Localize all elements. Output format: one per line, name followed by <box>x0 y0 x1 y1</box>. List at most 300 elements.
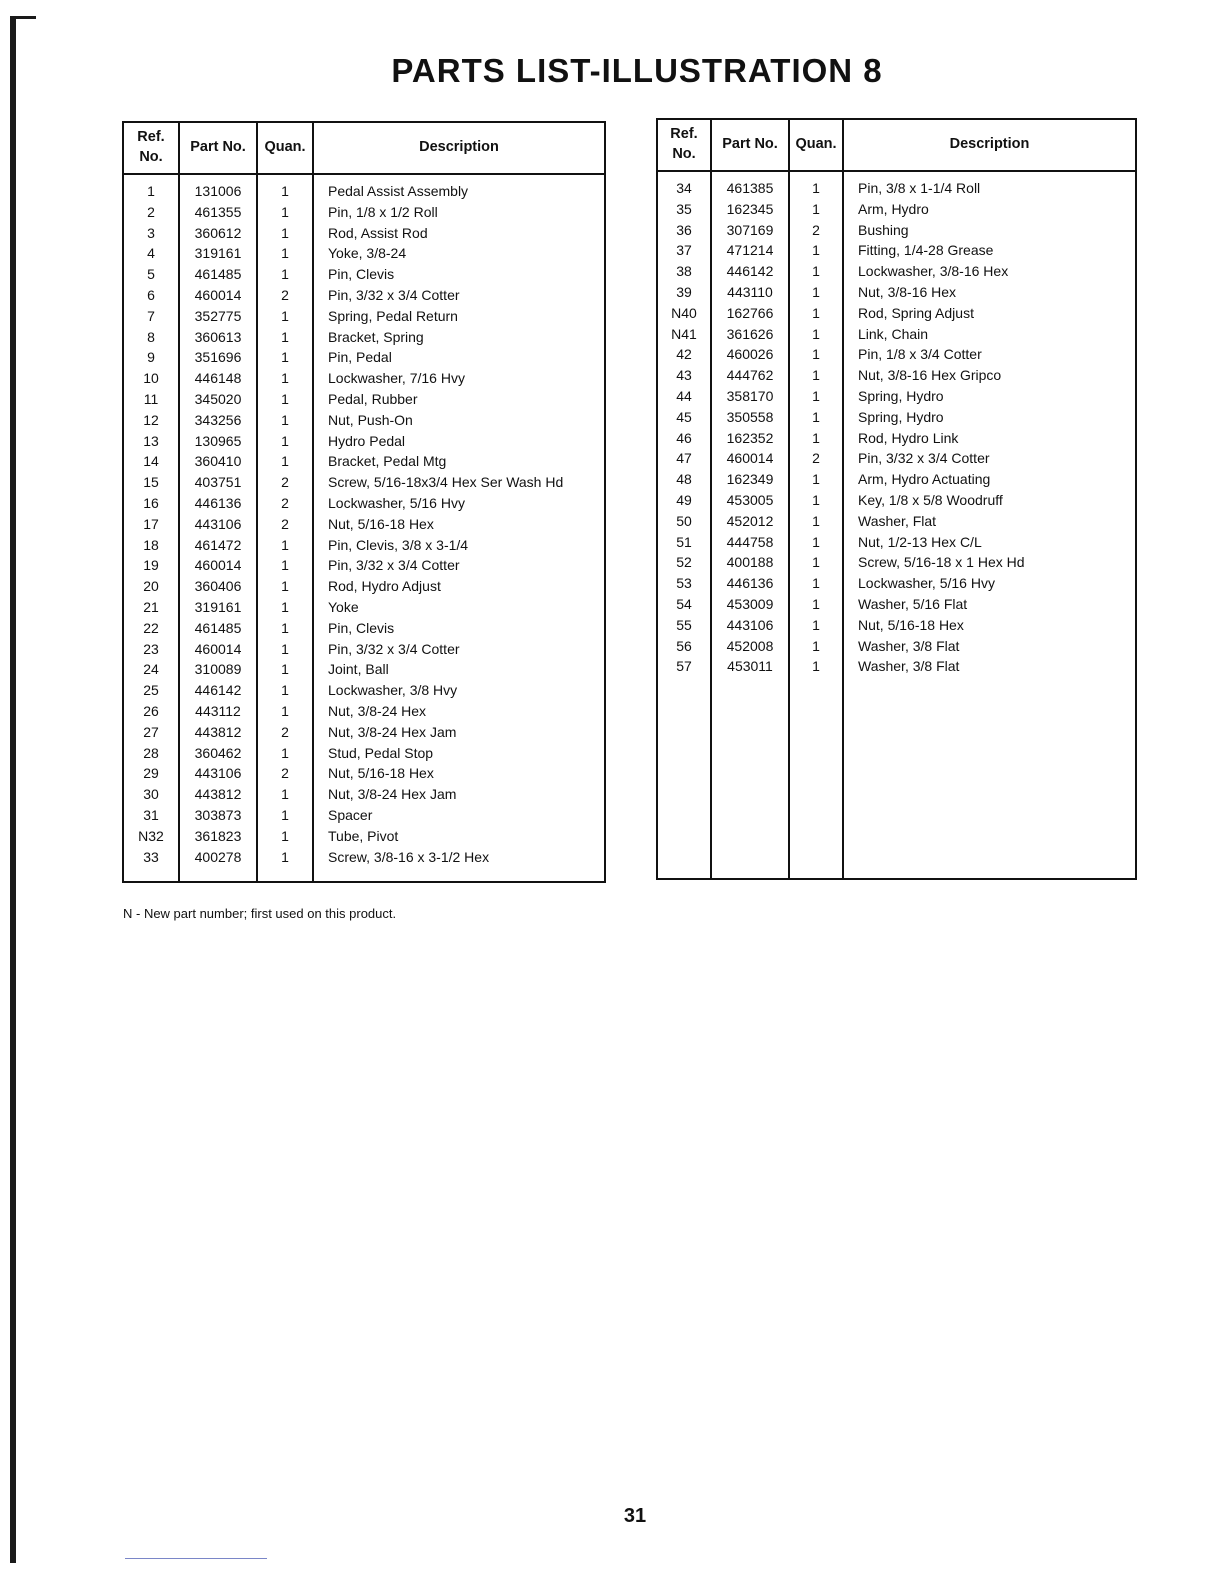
quantity: 2 <box>257 285 313 306</box>
table-row <box>657 220 1136 241</box>
table-row <box>657 615 1136 636</box>
quantity: 1 <box>789 386 843 407</box>
part-number: 303873 <box>179 805 257 826</box>
part-number: 307169 <box>711 220 789 241</box>
table-row <box>123 174 605 202</box>
table-row <box>123 743 605 764</box>
page-number: 31 <box>623 1505 647 1527</box>
part-number: 461385 <box>711 171 789 199</box>
description: Arm, Hydro <box>843 199 1136 220</box>
quantity: 1 <box>789 552 843 573</box>
quantity: 1 <box>789 324 843 345</box>
description: Nut, 5/16-18 Hex <box>313 763 605 784</box>
description: Nut, Push-On <box>313 410 605 431</box>
empty-cell <box>789 677 843 879</box>
ref-number: 35 <box>657 199 711 220</box>
table-row <box>123 223 605 244</box>
part-number: 162349 <box>711 469 789 490</box>
table-filler-row <box>657 677 1136 879</box>
ref-number: 56 <box>657 636 711 657</box>
empty-cell <box>313 867 605 882</box>
quantity: 1 <box>257 347 313 368</box>
description: Rod, Assist Rod <box>313 223 605 244</box>
description: Screw, 5/16-18 x 1 Hex Hd <box>843 552 1136 573</box>
table-row <box>123 805 605 826</box>
part-number: 343256 <box>179 410 257 431</box>
description: Fitting, 1/4-28 Grease <box>843 240 1136 261</box>
part-number: 443112 <box>179 701 257 722</box>
part-number: 162766 <box>711 303 789 324</box>
description: Stud, Pedal Stop <box>313 743 605 764</box>
description: Screw, 3/8-16 x 3-1/2 Hex <box>313 847 605 868</box>
part-number: 345020 <box>179 389 257 410</box>
ref-number: 52 <box>657 552 711 573</box>
description: Spring, Hydro <box>843 407 1136 428</box>
column-header-ref: Ref. No. <box>123 122 179 174</box>
part-number: 352775 <box>179 306 257 327</box>
ref-number: 5 <box>123 264 179 285</box>
part-number: 461355 <box>179 202 257 223</box>
quantity: 2 <box>257 514 313 535</box>
description: Lockwasher, 3/8-16 Hex <box>843 261 1136 282</box>
part-number: 443812 <box>179 784 257 805</box>
ref-number: 9 <box>123 347 179 368</box>
description: Pedal, Rubber <box>313 389 605 410</box>
table-row <box>123 389 605 410</box>
empty-cell <box>843 677 1136 879</box>
description: Tube, Pivot <box>313 826 605 847</box>
quantity: 1 <box>257 659 313 680</box>
ref-number: N32 <box>123 826 179 847</box>
ref-number: 37 <box>657 240 711 261</box>
description: Rod, Hydro Adjust <box>313 576 605 597</box>
quantity: 2 <box>257 472 313 493</box>
quantity: 1 <box>257 805 313 826</box>
part-number: 360462 <box>179 743 257 764</box>
description: Lockwasher, 7/16 Hvy <box>313 368 605 389</box>
table-row <box>657 261 1136 282</box>
description: Key, 1/8 x 5/8 Woodruff <box>843 490 1136 511</box>
table-row <box>657 407 1136 428</box>
description: Washer, Flat <box>843 511 1136 532</box>
quantity: 1 <box>257 597 313 618</box>
quantity: 1 <box>789 573 843 594</box>
part-number: 403751 <box>179 472 257 493</box>
part-number: 162345 <box>711 199 789 220</box>
quantity: 1 <box>789 407 843 428</box>
ref-number: 43 <box>657 365 711 386</box>
part-number: 319161 <box>179 243 257 264</box>
description: Spacer <box>313 805 605 826</box>
ref-number: 15 <box>123 472 179 493</box>
table-row <box>123 264 605 285</box>
ref-number: 50 <box>657 511 711 532</box>
part-number: 360613 <box>179 327 257 348</box>
table-row <box>123 327 605 348</box>
quantity: 2 <box>789 448 843 469</box>
ref-number: 2 <box>123 202 179 223</box>
description: Pin, Pedal <box>313 347 605 368</box>
description: Lockwasher, 5/16 Hvy <box>313 493 605 514</box>
column-header-description: Description <box>313 122 605 174</box>
table-row <box>657 469 1136 490</box>
ref-number: 53 <box>657 573 711 594</box>
description: Joint, Ball <box>313 659 605 680</box>
ref-number: 29 <box>123 763 179 784</box>
quantity: 1 <box>257 451 313 472</box>
part-number: 460026 <box>711 344 789 365</box>
table-row <box>657 636 1136 657</box>
part-number: 453009 <box>711 594 789 615</box>
table-filler-row <box>123 867 605 882</box>
ref-number: 38 <box>657 261 711 282</box>
quantity: 1 <box>789 656 843 677</box>
ref-number: 55 <box>657 615 711 636</box>
table-row <box>657 511 1136 532</box>
description: Pin, 3/8 x 1-1/4 Roll <box>843 171 1136 199</box>
ref-number: 47 <box>657 448 711 469</box>
table-row <box>657 240 1136 261</box>
part-number: 360410 <box>179 451 257 472</box>
quantity: 1 <box>789 636 843 657</box>
part-number: 131006 <box>179 174 257 202</box>
quantity: 1 <box>257 306 313 327</box>
quantity: 2 <box>257 493 313 514</box>
column-header-quan: Quan. <box>789 119 843 171</box>
part-number: 460014 <box>711 448 789 469</box>
description: Yoke <box>313 597 605 618</box>
table-row <box>123 472 605 493</box>
ref-number: 20 <box>123 576 179 597</box>
table-row <box>657 532 1136 553</box>
description: Nut, 5/16-18 Hex <box>313 514 605 535</box>
part-number: 446142 <box>179 680 257 701</box>
quantity: 1 <box>257 202 313 223</box>
part-number: 446136 <box>711 573 789 594</box>
part-number: 360612 <box>179 223 257 244</box>
ref-number: 16 <box>123 493 179 514</box>
table-row <box>123 701 605 722</box>
quantity: 1 <box>789 282 843 303</box>
description: Nut, 5/16-18 Hex <box>843 615 1136 636</box>
part-number: 310089 <box>179 659 257 680</box>
empty-cell <box>711 677 789 879</box>
quantity: 1 <box>257 243 313 264</box>
part-number: 350558 <box>711 407 789 428</box>
description: Pin, Clevis <box>313 264 605 285</box>
ref-number: N40 <box>657 303 711 324</box>
ref-number: 10 <box>123 368 179 389</box>
part-number: 443106 <box>711 615 789 636</box>
part-number: 471214 <box>711 240 789 261</box>
ref-number: 27 <box>123 722 179 743</box>
ref-number: 34 <box>657 171 711 199</box>
quantity: 1 <box>257 701 313 722</box>
parts-table-right <box>656 118 1137 880</box>
ref-number: 44 <box>657 386 711 407</box>
description: Screw, 5/16-18x3/4 Hex Ser Wash Hd <box>313 472 605 493</box>
empty-cell <box>657 677 711 879</box>
description: Bushing <box>843 220 1136 241</box>
quantity: 1 <box>789 490 843 511</box>
bottom-rule <box>125 1558 267 1559</box>
quantity: 1 <box>257 639 313 660</box>
table-row <box>657 552 1136 573</box>
part-number: 358170 <box>711 386 789 407</box>
part-number: 446148 <box>179 368 257 389</box>
quantity: 1 <box>257 618 313 639</box>
ref-number: 21 <box>123 597 179 618</box>
ref-number: 45 <box>657 407 711 428</box>
table-row <box>123 306 605 327</box>
quantity: 1 <box>789 344 843 365</box>
description: Spring, Hydro <box>843 386 1136 407</box>
part-number: 361823 <box>179 826 257 847</box>
page-edge-tick <box>10 16 36 19</box>
part-number: 351696 <box>179 347 257 368</box>
table-row <box>657 386 1136 407</box>
parts-table-left <box>122 121 606 883</box>
table-row <box>123 368 605 389</box>
ref-number: 4 <box>123 243 179 264</box>
empty-cell <box>123 867 179 882</box>
part-number: 360406 <box>179 576 257 597</box>
table-row <box>123 722 605 743</box>
quantity: 1 <box>789 469 843 490</box>
description: Pin, 3/32 x 3/4 Cotter <box>843 448 1136 469</box>
table-row <box>657 490 1136 511</box>
ref-number: 1 <box>123 174 179 202</box>
ref-number: N41 <box>657 324 711 345</box>
table-row <box>123 347 605 368</box>
ref-number: 42 <box>657 344 711 365</box>
description: Hydro Pedal <box>313 431 605 452</box>
description: Yoke, 3/8-24 <box>313 243 605 264</box>
quantity: 1 <box>257 431 313 452</box>
quantity: 1 <box>257 410 313 431</box>
quantity: 1 <box>789 240 843 261</box>
table-header-row <box>123 122 605 174</box>
table-row <box>657 594 1136 615</box>
ref-number: 19 <box>123 555 179 576</box>
table-row <box>123 431 605 452</box>
ref-number: 54 <box>657 594 711 615</box>
part-number: 460014 <box>179 639 257 660</box>
table-row <box>123 410 605 431</box>
quantity: 1 <box>789 199 843 220</box>
table-row <box>657 656 1136 677</box>
part-number: 130965 <box>179 431 257 452</box>
ref-number: 36 <box>657 220 711 241</box>
quantity: 1 <box>789 615 843 636</box>
column-header-part-no: Part No. <box>179 122 257 174</box>
part-number: 400188 <box>711 552 789 573</box>
ref-number: 48 <box>657 469 711 490</box>
quantity: 1 <box>257 847 313 868</box>
part-number: 446142 <box>711 261 789 282</box>
ref-number: 46 <box>657 428 711 449</box>
quantity: 1 <box>257 264 313 285</box>
description: Washer, 3/8 Flat <box>843 656 1136 677</box>
description: Nut, 3/8-24 Hex <box>313 701 605 722</box>
table-row <box>123 763 605 784</box>
table-row <box>657 303 1136 324</box>
part-number: 460014 <box>179 285 257 306</box>
part-number: 162352 <box>711 428 789 449</box>
table-row <box>123 847 605 868</box>
quantity: 1 <box>257 327 313 348</box>
part-number: 443110 <box>711 282 789 303</box>
footnote: N - New part number; first used on this product. <box>123 906 397 921</box>
quantity: 1 <box>257 535 313 556</box>
empty-cell <box>257 867 313 882</box>
part-number: 446136 <box>179 493 257 514</box>
table-row <box>657 573 1136 594</box>
ref-number: 33 <box>123 847 179 868</box>
ref-number: 11 <box>123 389 179 410</box>
ref-number: 28 <box>123 743 179 764</box>
ref-number: 24 <box>123 659 179 680</box>
ref-number: 12 <box>123 410 179 431</box>
ref-number: 25 <box>123 680 179 701</box>
quantity: 1 <box>257 174 313 202</box>
part-number: 443106 <box>179 763 257 784</box>
page-title: PARTS LIST-ILLUSTRATION 8 <box>391 52 883 89</box>
table-row <box>657 448 1136 469</box>
column-header-quan: Quan. <box>257 122 313 174</box>
quantity: 1 <box>257 555 313 576</box>
part-number: 452012 <box>711 511 789 532</box>
empty-cell <box>179 867 257 882</box>
ref-number: 30 <box>123 784 179 805</box>
table-row <box>123 514 605 535</box>
description: Washer, 5/16 Flat <box>843 594 1136 615</box>
quantity: 1 <box>257 368 313 389</box>
quantity: 2 <box>257 763 313 784</box>
description: Pedal Assist Assembly <box>313 174 605 202</box>
table-row <box>123 659 605 680</box>
ref-number: 18 <box>123 535 179 556</box>
column-header-part-no: Part No. <box>711 119 789 171</box>
description: Rod, Hydro Link <box>843 428 1136 449</box>
description: Link, Chain <box>843 324 1136 345</box>
description: Pin, Clevis, 3/8 x 3-1/4 <box>313 535 605 556</box>
part-number: 460014 <box>179 555 257 576</box>
quantity: 1 <box>789 171 843 199</box>
description: Nut, 3/8-16 Hex Gripco <box>843 365 1136 386</box>
table-row <box>123 202 605 223</box>
description: Lockwasher, 3/8 Hvy <box>313 680 605 701</box>
column-header-description: Description <box>843 119 1136 171</box>
table-row <box>657 365 1136 386</box>
quantity: 1 <box>789 365 843 386</box>
description: Pin, 3/32 x 3/4 Cotter <box>313 639 605 660</box>
ref-number: 8 <box>123 327 179 348</box>
description: Pin, 3/32 x 3/4 Cotter <box>313 285 605 306</box>
quantity: 1 <box>257 223 313 244</box>
ref-number: 13 <box>123 431 179 452</box>
table-row <box>123 555 605 576</box>
ref-number: 17 <box>123 514 179 535</box>
table-row <box>123 639 605 660</box>
description: Pin, Clevis <box>313 618 605 639</box>
quantity: 1 <box>257 389 313 410</box>
quantity: 1 <box>789 428 843 449</box>
table-row <box>123 243 605 264</box>
table-row <box>657 199 1136 220</box>
description: Pin, 1/8 x 3/4 Cotter <box>843 344 1136 365</box>
table-row <box>123 784 605 805</box>
table-row <box>123 680 605 701</box>
part-number: 444762 <box>711 365 789 386</box>
table-row <box>123 285 605 306</box>
quantity: 2 <box>789 220 843 241</box>
quantity: 1 <box>257 826 313 847</box>
description: Bracket, Spring <box>313 327 605 348</box>
part-number: 444758 <box>711 532 789 553</box>
ref-number: 31 <box>123 805 179 826</box>
table-row <box>123 493 605 514</box>
part-number: 452008 <box>711 636 789 657</box>
description: Spring, Pedal Return <box>313 306 605 327</box>
table-row <box>657 171 1136 199</box>
column-header-ref: Ref. No. <box>657 119 711 171</box>
ref-number: 14 <box>123 451 179 472</box>
ref-number: 39 <box>657 282 711 303</box>
quantity: 1 <box>789 261 843 282</box>
table-row <box>123 576 605 597</box>
table-row <box>657 428 1136 449</box>
description: Rod, Spring Adjust <box>843 303 1136 324</box>
quantity: 1 <box>789 511 843 532</box>
ref-number: 51 <box>657 532 711 553</box>
description: Nut, 3/8-24 Hex Jam <box>313 722 605 743</box>
table-row <box>657 282 1136 303</box>
part-number: 461485 <box>179 618 257 639</box>
description: Washer, 3/8 Flat <box>843 636 1136 657</box>
table-header-row <box>657 119 1136 171</box>
part-number: 361626 <box>711 324 789 345</box>
part-number: 453005 <box>711 490 789 511</box>
table-row <box>123 826 605 847</box>
ref-number: 49 <box>657 490 711 511</box>
table-row <box>123 618 605 639</box>
ref-number: 23 <box>123 639 179 660</box>
description: Nut, 3/8-24 Hex Jam <box>313 784 605 805</box>
description: Lockwasher, 5/16 Hvy <box>843 573 1136 594</box>
ref-number: 57 <box>657 656 711 677</box>
table-row <box>123 535 605 556</box>
quantity: 1 <box>257 680 313 701</box>
page-edge-mark <box>10 18 16 1563</box>
ref-number: 6 <box>123 285 179 306</box>
description: Nut, 1/2-13 Hex C/L <box>843 532 1136 553</box>
ref-number: 3 <box>123 223 179 244</box>
description: Pin, 3/32 x 3/4 Cotter <box>313 555 605 576</box>
quantity: 1 <box>257 784 313 805</box>
ref-number: 7 <box>123 306 179 327</box>
table-row <box>123 597 605 618</box>
description: Nut, 3/8-16 Hex <box>843 282 1136 303</box>
description: Arm, Hydro Actuating <box>843 469 1136 490</box>
part-number: 319161 <box>179 597 257 618</box>
table-row <box>657 344 1136 365</box>
part-number: 453011 <box>711 656 789 677</box>
ref-number: 22 <box>123 618 179 639</box>
quantity: 1 <box>789 303 843 324</box>
quantity: 1 <box>257 743 313 764</box>
quantity: 1 <box>257 576 313 597</box>
